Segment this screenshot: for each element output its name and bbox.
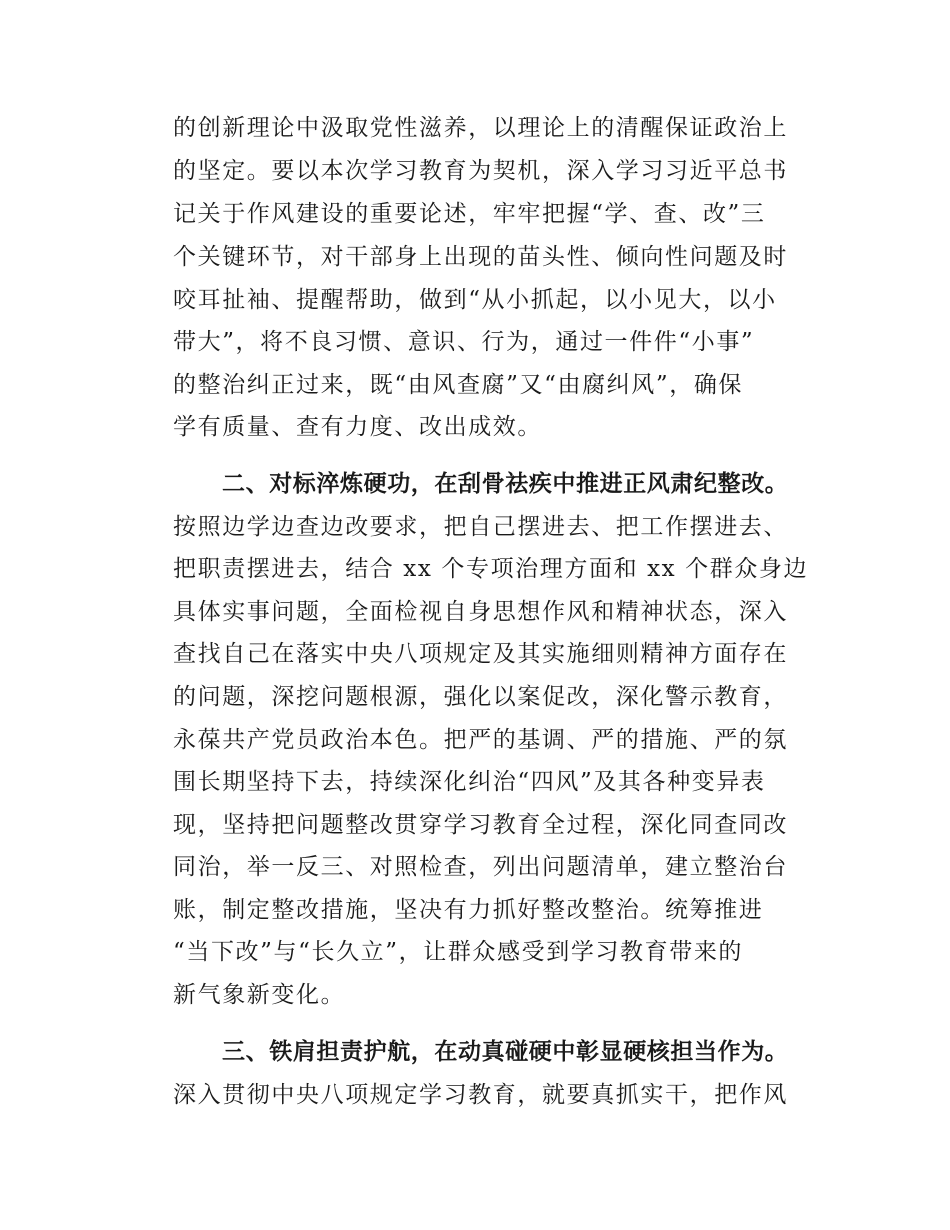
paragraph-line: 深入贯彻中央八项规定学习教育，就要真抓实干，把作风	[173, 1082, 788, 1108]
paragraph-line: 围长期坚持下去，持续深化纠治“四风”及其各种变异表	[173, 769, 766, 795]
paragraph-line: 的创新理论中汲取党性滋养，以理论上的清醒保证政治上	[173, 115, 788, 141]
paragraph-line: 的问题，深挖问题根源，强化以案促改，深化警示教育，	[173, 684, 788, 710]
paragraph-line: 把职责摆进去，结合 xx 个专项治理方面和 xx 个群众身边	[173, 556, 809, 582]
paragraph-line: 按照边学边查边改要求，把自己摆进去、把工作摆进去、	[173, 514, 788, 540]
paragraph-line: 的坚定。要以本次学习教育为契机，深入学习习近平总书	[173, 158, 788, 184]
paragraph-line: 咬耳扯袖、提醒帮助，做到“从小抓起，以小见大，以小	[173, 287, 777, 313]
paragraph-line: 学有质量、查有力度、改出成效。	[173, 414, 542, 440]
paragraph-line: 现，坚持把问题整改贯穿学习教育全过程，深化同查同改	[173, 812, 788, 838]
paragraph-line: 带大”，将不良习惯、意识、行为，通过一件件“小事”	[173, 329, 755, 355]
paragraph-line: “当下改”与“长久立”，让群众感受到学习教育带来的	[173, 939, 744, 965]
paragraph-line: 的整治纠正过来，既“由风查腐”又“由腐纠风”，确保	[173, 372, 744, 398]
paragraph-line: 个关键环节，对干部身上出现的苗头性、倾向性问题及时	[173, 244, 788, 270]
paragraph-line: 具体实事问题，全面检视自身思想作风和精神状态，深入	[173, 599, 788, 625]
paragraph-line: 永葆共产党员政治本色。把严的基调、严的措施、严的氛	[173, 727, 788, 753]
paragraph-line: 账，制定整改措施，坚决有力抓好整改整治。统筹推进	[173, 897, 764, 923]
section-heading-3: 三、铁肩担责护航，在动真碰硬中彰显硬核担当作为。	[222, 1039, 789, 1065]
paragraph-line: 新气象新变化。	[173, 982, 346, 1008]
paragraph-line: 记关于作风建设的重要论述，牢牢把握“学、查、改”三	[173, 201, 766, 227]
section-heading-2: 二、对标淬炼硬功，在刮骨祛疾中推进正风肃纪整改。	[222, 471, 789, 497]
paragraph-line: 同治，举一反三、对照检查，列出问题清单，建立整治台	[173, 854, 788, 880]
paragraph-line: 查找自己在落实中央八项规定及其实施细则精神方面存在	[173, 641, 788, 667]
